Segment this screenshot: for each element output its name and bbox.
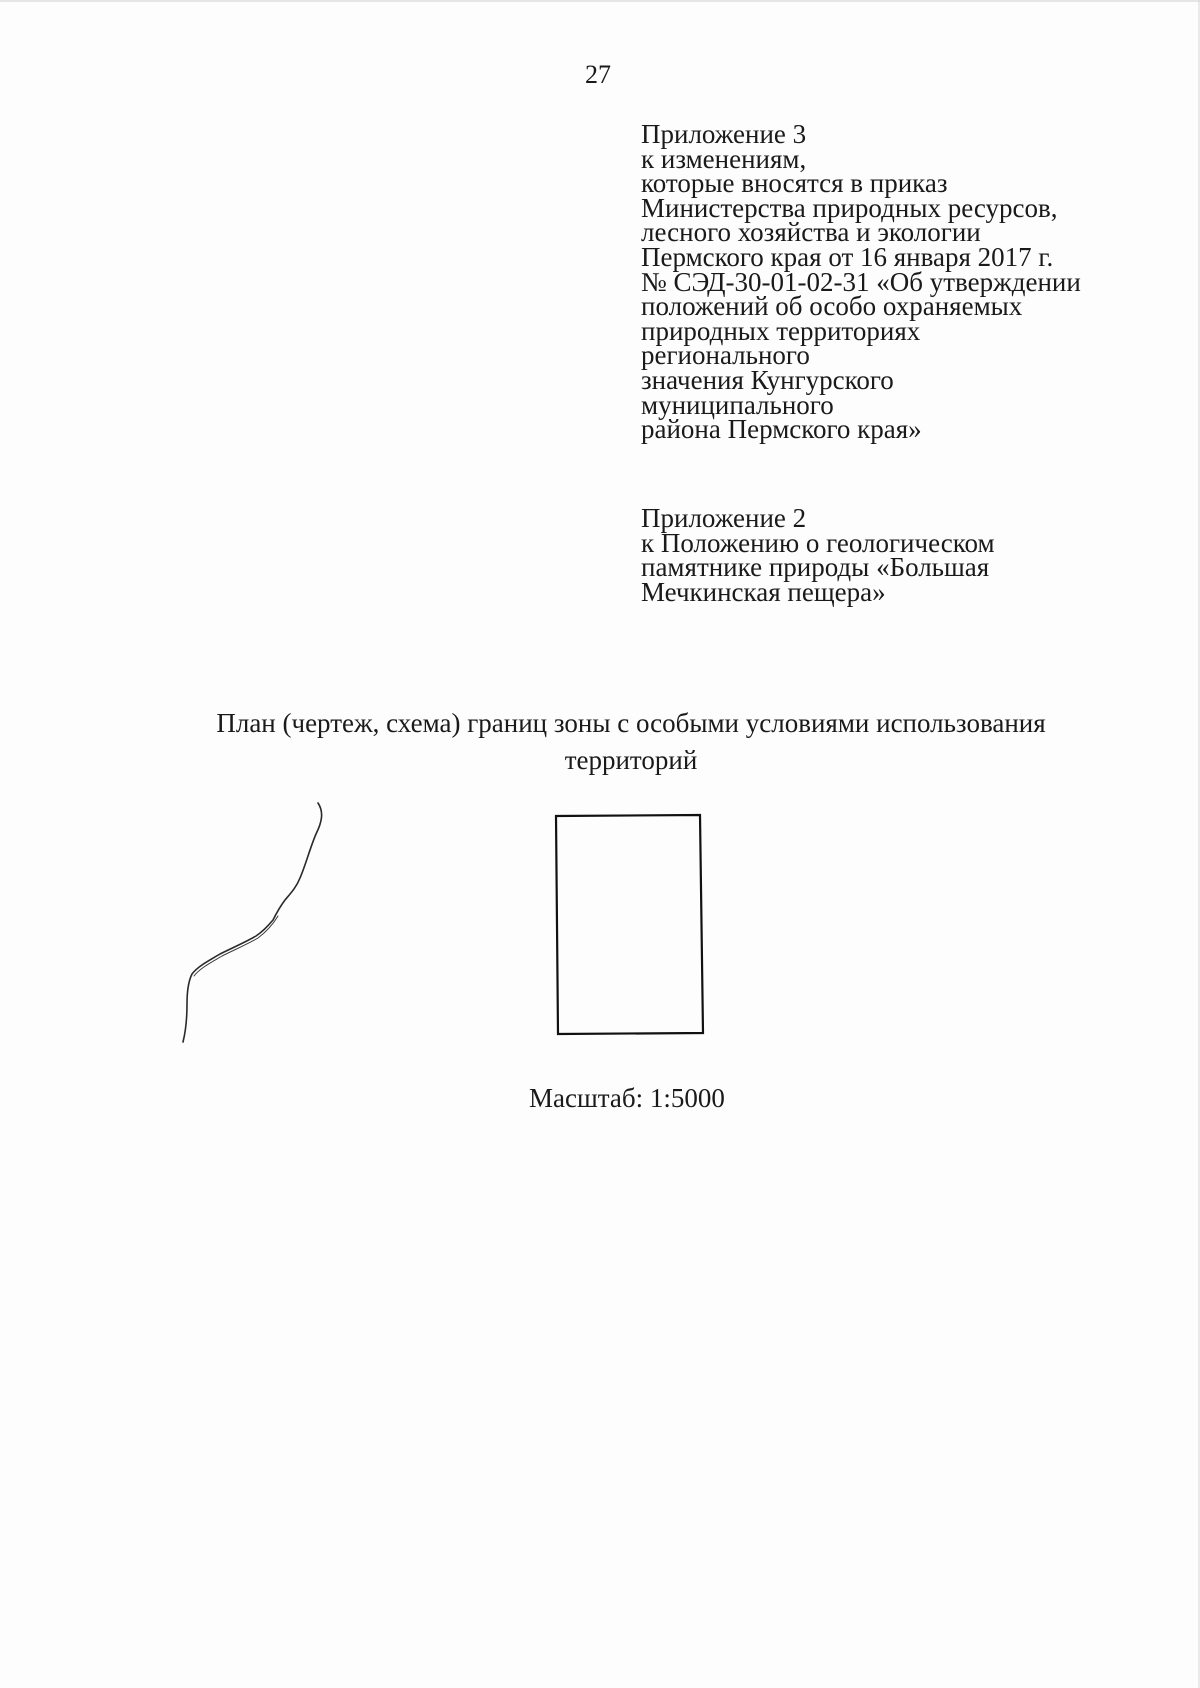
- appendix-3-line: к изменениям,: [641, 143, 807, 174]
- appendix-3-line: Приложение 3: [641, 119, 807, 149]
- appendix-3-line: Пермского края от 16 января 2017 г.: [641, 241, 1054, 272]
- appendix-2-line: памятнике природы «Большая: [641, 552, 990, 583]
- appendix-3-line: значения Кунгурского: [641, 364, 894, 395]
- appendix-3-line: которые вносятся в приказ: [641, 168, 948, 199]
- appendix-3-line: муниципального: [641, 389, 834, 420]
- appendix-3-line: № СЭД-30-01-02-31 «Об утверждении: [641, 266, 1081, 297]
- scale-label: Масштаб: 1:5000: [529, 1083, 725, 1113]
- appendix-2-line: Мечкинская пещера»: [641, 576, 886, 607]
- plan-title-line: территорий: [564, 745, 698, 775]
- appendix-3-line: лесного хозяйства и экологии: [641, 217, 981, 248]
- appendix-3-line: регионального: [641, 340, 810, 371]
- appendix-3-line: Министерства природных ресурсов,: [641, 192, 1058, 223]
- appendix-3-line: района Пермского края»: [641, 414, 922, 445]
- zone-boundary-rectangle: [556, 815, 703, 1034]
- appendix-3-line: положений об особо охраняемых: [641, 291, 1023, 322]
- appendix-2-line: к Положению о геологическом: [641, 527, 995, 558]
- plan-title-line: План (чертеж, схема) границ зоны с особыми условиями использования: [216, 708, 1046, 738]
- river-line: [183, 803, 322, 1042]
- appendix-3-line: природных территориях: [641, 315, 921, 346]
- appendix-2-line: Приложение 2: [641, 503, 807, 533]
- page-number: 27: [585, 60, 611, 89]
